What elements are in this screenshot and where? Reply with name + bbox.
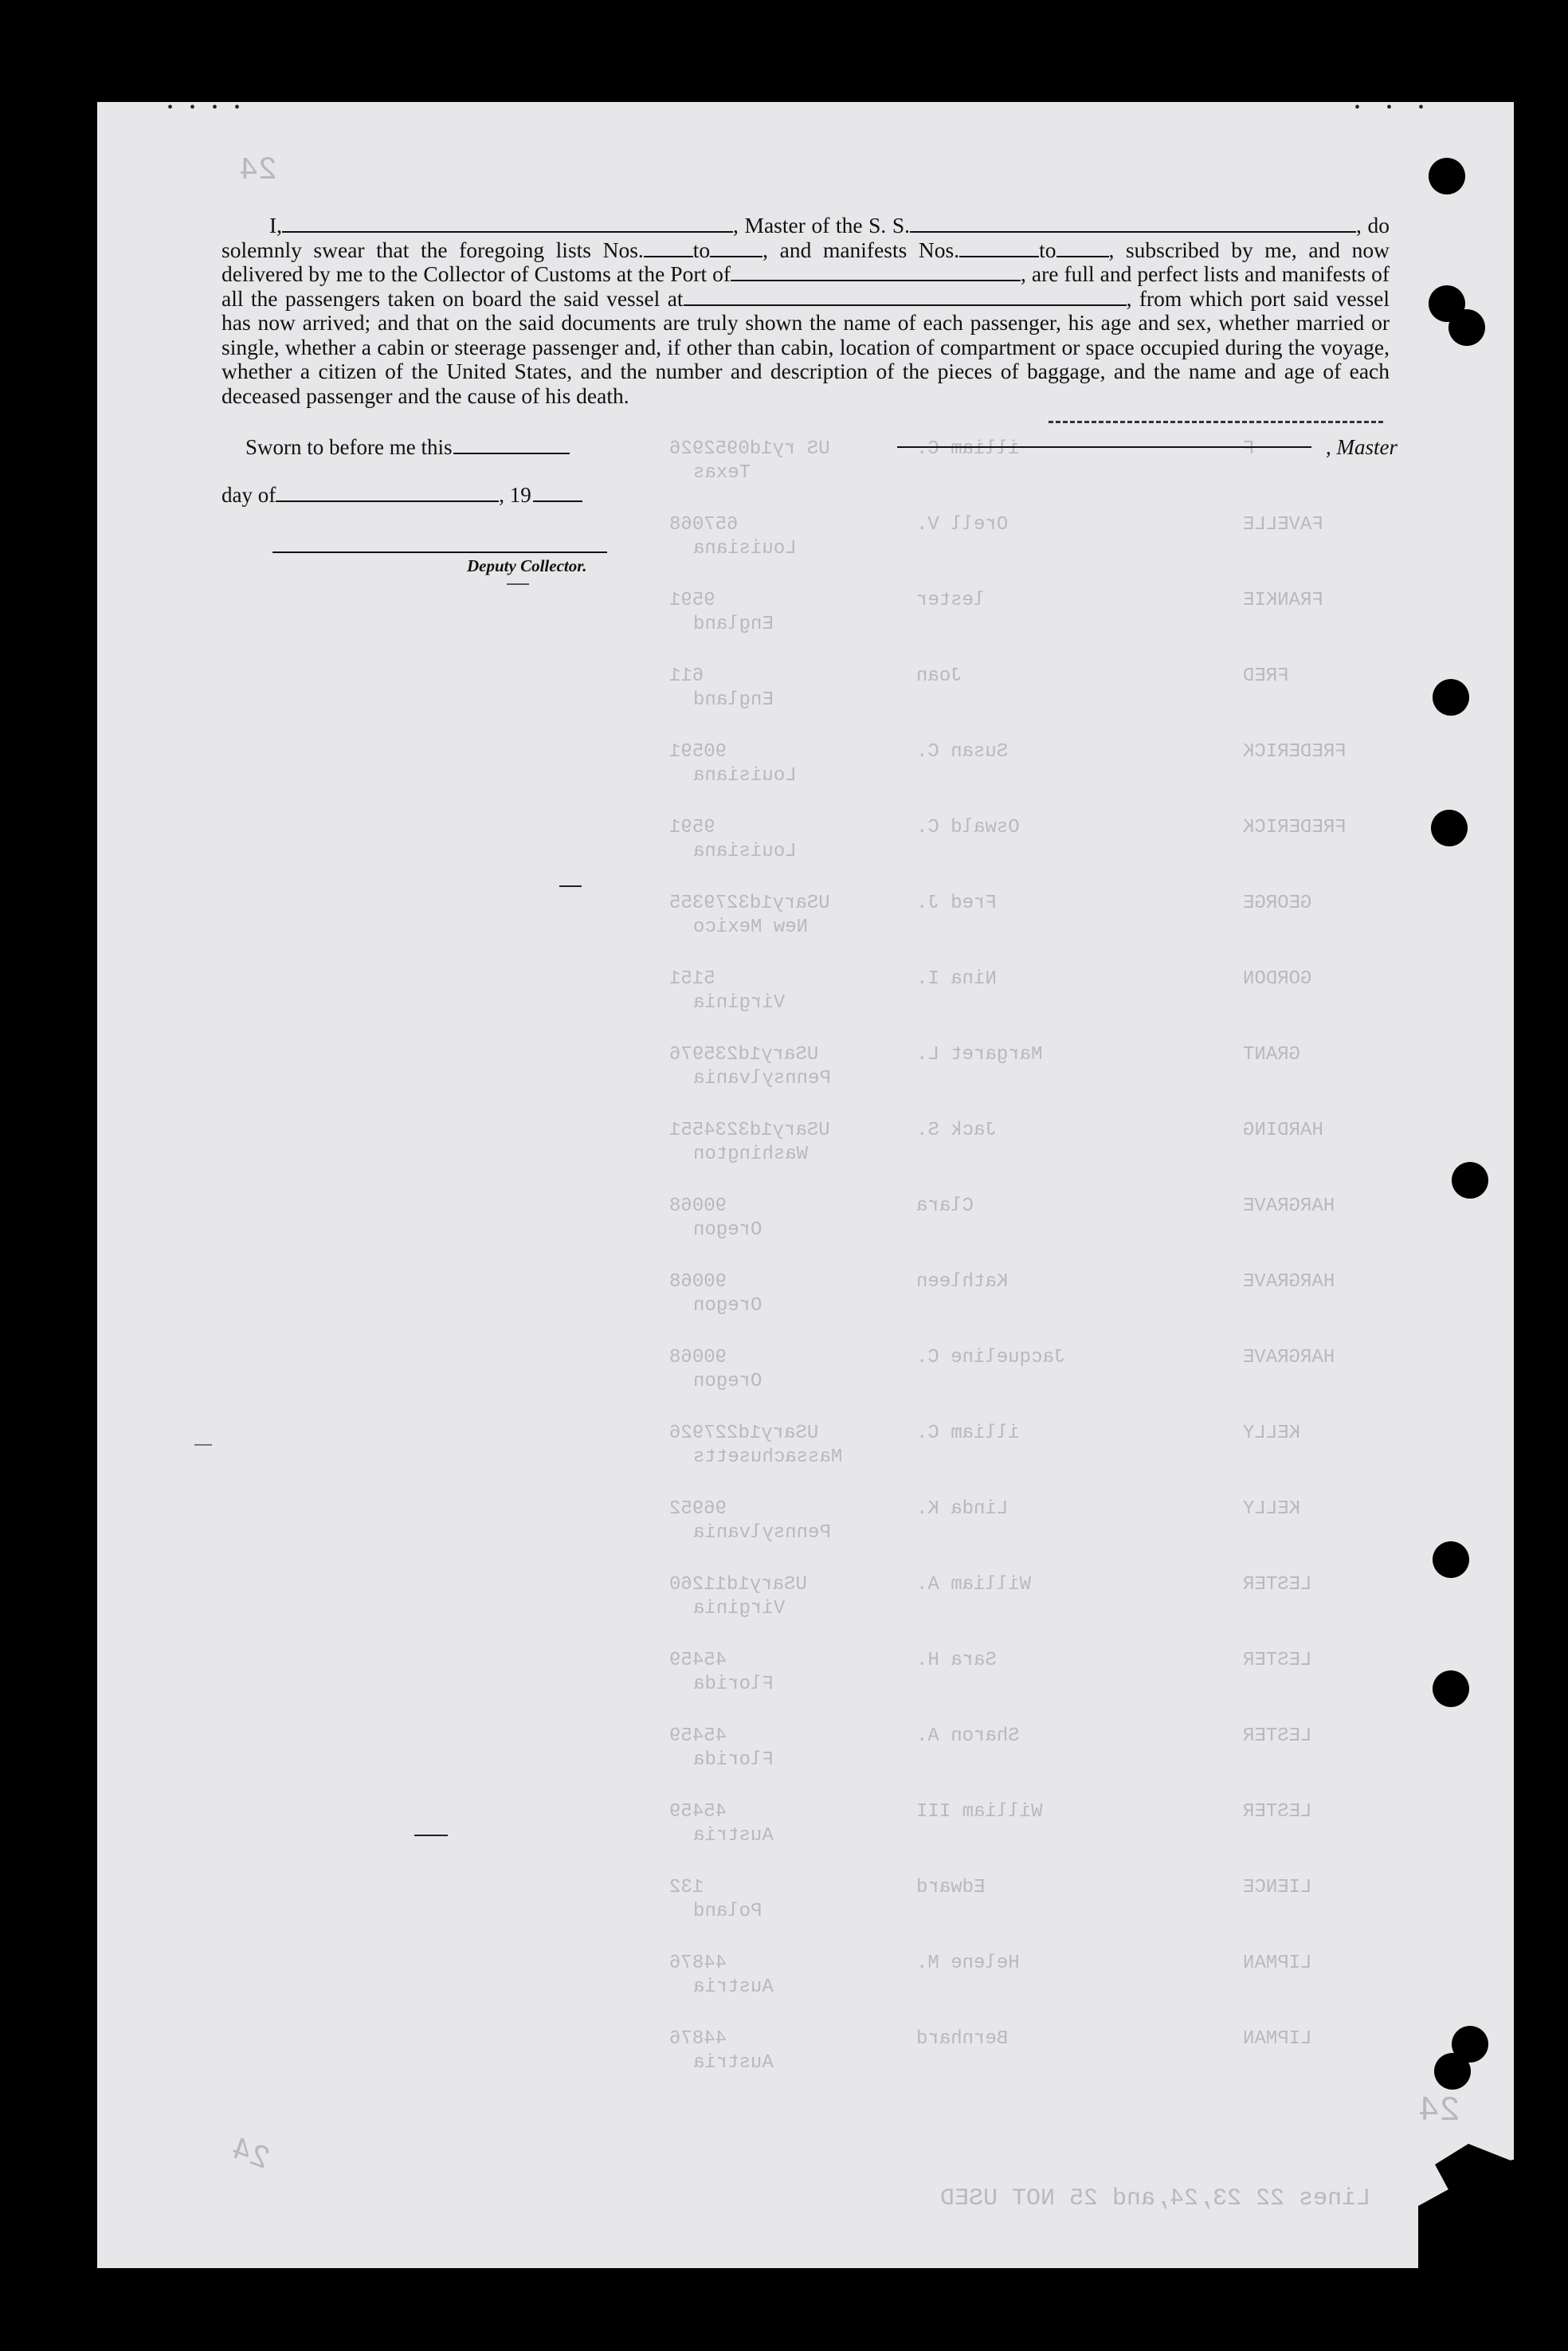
sworn-label: Sworn to before me this [245, 435, 453, 459]
header-dots-right: • • • [1354, 99, 1436, 116]
ghost-number: 611 [669, 665, 704, 687]
ghost-given-name: William A. [916, 1574, 1032, 1595]
oath-manifests: , and manifests Nos. [762, 237, 960, 262]
month-blank [276, 485, 499, 502]
ghost-surname: F [1243, 438, 1255, 460]
oath-delivered: , subscribed by me, and now delivered by me to the Collector of Customs at the Port of [221, 237, 1390, 286]
ghost-place: England [693, 614, 774, 635]
ghost-place: New Mexico [693, 916, 809, 938]
ghost-number: USary1d3234551 [669, 1120, 830, 1141]
oath-to-2: to [1039, 237, 1056, 262]
ghost-given-name: Joan [916, 665, 962, 687]
ghost-surname: GORDON [1243, 968, 1312, 990]
ghost-given-name: Jack S. [916, 1120, 997, 1141]
ghost-number: 90068 [669, 1271, 727, 1293]
ghost-number: 90591 [669, 741, 727, 763]
ghost-page-number-left: 24 [225, 2132, 275, 2179]
ghost-given-name: Fred J. [916, 893, 997, 914]
ghost-number: 657068 [669, 514, 739, 536]
ghost-given-name: illiam C. [916, 1423, 1020, 1444]
header-dots: • • • • [167, 99, 247, 116]
ghost-place: Oregon [693, 1219, 762, 1241]
ghost-surname: KELLY [1243, 1423, 1301, 1444]
ghost-surname: HARGRAVE [1243, 1195, 1335, 1217]
ghost-surname: LESTER [1243, 1574, 1312, 1595]
oath-i: I, [269, 213, 283, 237]
ghost-place: Austria [693, 1976, 774, 1998]
ghost-given-name: Jacqueline C. [916, 1347, 1066, 1368]
ghost-surname: HARDING [1243, 1120, 1323, 1141]
ghost-place: Massachusetts [693, 1446, 843, 1468]
ghost-surname: LIENCE [1243, 1877, 1312, 1898]
ghost-surname: FRED [1243, 665, 1289, 687]
ghost-surname: HARGRAVE [1243, 1347, 1335, 1368]
port-blank [731, 262, 1021, 281]
ghost-given-name: Kathleen [916, 1271, 1009, 1293]
ghost-number: USary1d3279355 [669, 893, 830, 914]
year-blank [533, 485, 582, 502]
oath-full-perfect: , are full and perfect lists and manifests of all the passengers taken on board the said vessel at [221, 261, 1390, 311]
vessel-name-blank [910, 214, 1356, 233]
ghost-place: Florida [693, 1674, 774, 1695]
ghost-surname: LIPMAN [1243, 2028, 1312, 2050]
ghost-place: Louisiana [693, 841, 797, 862]
oath-paragraph [221, 214, 1390, 408]
ghost-surname: HARGRAVE [1243, 1271, 1335, 1293]
ghost-place: Texas [693, 462, 751, 484]
year-prefix: , 19 [499, 483, 531, 507]
pen-mark [194, 1444, 212, 1446]
ghost-number: 9591 [669, 817, 715, 838]
ghost-place: Washington [693, 1144, 809, 1165]
ghost-place: Austria [693, 2052, 774, 2074]
punch-hole [1433, 1670, 1469, 1707]
master-label: , Master [1326, 435, 1397, 459]
ghost-surname: GRANT [1243, 1044, 1301, 1066]
ghost-surname: LESTER [1243, 1650, 1312, 1671]
ghost-number: USary1d11260 [669, 1574, 807, 1595]
ghost-given-name: Linda K. [916, 1498, 1009, 1520]
ghost-number: 45459 [669, 1650, 727, 1671]
ghost-place: Louisiana [693, 538, 797, 559]
oath-master-of: , Master of the S. S. [733, 213, 911, 237]
punch-hole [1452, 1162, 1488, 1199]
ghost-given-name: Bernhard [916, 2028, 1009, 2050]
ghost-place: Oregon [693, 1371, 762, 1392]
ghost-surname: LESTER [1243, 1801, 1312, 1823]
oath-to-1: to [692, 237, 711, 262]
ghost-surname: FREDERICK [1243, 817, 1347, 838]
manifests-to-blank [1056, 238, 1109, 257]
ghost-place: Poland [693, 1901, 762, 1922]
ghost-page-number-bottom: 24 [1418, 2091, 1460, 2131]
ghost-given-name: Sara H. [916, 1650, 997, 1671]
punch-hole [1431, 810, 1468, 846]
ghost-given-name: Margaret L. [916, 1044, 1043, 1066]
deputy-collector-label: Deputy Collector. [467, 556, 587, 575]
departure-port-blank [684, 287, 1127, 306]
oath-body: , from which port said vessel has now arrived; and that on the said documents are truly shown the name of each passenger, his age and sex, whether married or single, whether a cabin or steerage passenger and, if other than cabin, location of compartment or space occupied during the voyage, whether a citizen of the United States, and the number and description of the pieces of baggage, and the name and age of each deceased passenger and the cause of his death. [221, 285, 1390, 408]
sworn-date-blank [453, 437, 570, 454]
ghost-place: Florida [693, 1749, 774, 1771]
pen-mark [559, 885, 582, 887]
ghost-page-number-top: 24 [239, 153, 278, 189]
ghost-number: USary1d227926 [669, 1423, 819, 1444]
ghost-given-name: illiam C. [916, 438, 1020, 460]
ghost-place: Oregon [693, 1295, 762, 1317]
ghost-place: Virginia [693, 1598, 786, 1619]
ghost-surname: GEORGE [1243, 893, 1312, 914]
day-of-line [221, 483, 582, 508]
manifests-from-blank [959, 238, 1039, 257]
punch-hole [1448, 309, 1485, 346]
ghost-place: Virginia [693, 992, 786, 1014]
ghost-surname: LESTER [1243, 1725, 1312, 1747]
pen-mark [507, 583, 529, 585]
punch-hole [1429, 158, 1465, 194]
punch-hole [1433, 679, 1469, 716]
lists-from-blank [644, 238, 693, 257]
punch-hole [1434, 2053, 1471, 2090]
torn-corner [1418, 2144, 1568, 2351]
ghost-given-name: Sharon A. [916, 1725, 1020, 1747]
ghost-number: 9591 [669, 590, 715, 611]
ghost-place: Louisiana [693, 765, 797, 787]
ghost-place: England [693, 689, 774, 711]
ghost-given-name: Orell V. [916, 514, 1009, 536]
ghost-given-name: Nina I. [916, 968, 997, 990]
ghost-given-name: Oswald C. [916, 817, 1020, 838]
ghost-footer-text: Lines 22 23,24,and 25 NOT USED [940, 2185, 1371, 2212]
ghost-number: 132 [669, 1877, 704, 1898]
pen-mark [414, 1835, 448, 1836]
day-of-label: day of [221, 483, 276, 507]
ghost-given-name: Susan C. [916, 741, 1009, 763]
dashed-rule [1049, 421, 1383, 423]
ghost-number: 45459 [669, 1801, 727, 1823]
ghost-given-name: William III [916, 1801, 1043, 1823]
ghost-number: 44876 [669, 1953, 727, 1974]
master-signature-line [897, 446, 1311, 448]
oath-swear: , do solemnly swear that the foregoing lists Nos. [221, 213, 1390, 262]
punch-hole [1433, 1541, 1469, 1578]
ghost-number: 90068 [669, 1195, 727, 1217]
ghost-number: 90068 [669, 1347, 727, 1368]
ghost-surname: FAVELLE [1243, 514, 1323, 536]
lists-to-blank [710, 238, 762, 257]
ghost-given-name: lester [916, 590, 986, 611]
ghost-surname: FREDERICK [1243, 741, 1347, 763]
ghost-place: Austria [693, 1825, 774, 1847]
ghost-place: Pennsylvania [693, 1068, 831, 1089]
ghost-surname: KELLY [1243, 1498, 1301, 1520]
ghost-surname: FRANKIE [1243, 590, 1323, 611]
ghost-number: 96952 [669, 1498, 727, 1520]
ghost-given-name: Edward [916, 1877, 986, 1898]
ghost-given-name: Clara [916, 1195, 974, 1217]
manifest-sheet [97, 102, 1514, 2268]
sworn-line [245, 435, 570, 460]
ghost-number: 5151 [669, 968, 715, 990]
ghost-number: 45459 [669, 1725, 727, 1747]
ghost-place: Pennsylvania [693, 1522, 831, 1544]
deputy-signature-line [272, 551, 607, 553]
ghost-surname: LIPMAN [1243, 1953, 1312, 1974]
ghost-number: US ry1d0952926 [669, 438, 830, 460]
ghost-given-name: Helene M. [916, 1953, 1020, 1974]
ghost-number: 44876 [669, 2028, 727, 2050]
ghost-number: USary1d235976 [669, 1044, 819, 1066]
master-name-blank [282, 214, 733, 233]
